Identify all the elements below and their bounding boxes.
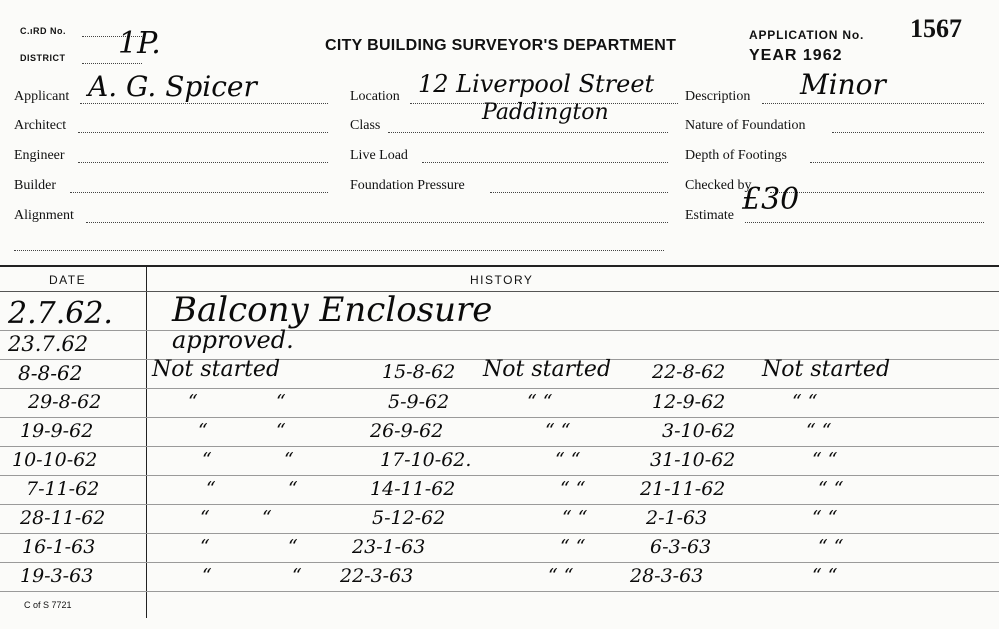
- ditto-mark: “: [202, 565, 212, 587]
- ditto-mark: “: [292, 565, 302, 587]
- date-header: DATE: [49, 273, 87, 287]
- location-label: Location: [350, 89, 400, 104]
- ditto-mark: “ “: [548, 565, 574, 587]
- ruled-line: [0, 446, 999, 447]
- history-row-entry: Balcony Enclosure: [172, 290, 493, 330]
- history-row-entry: approved.: [172, 326, 294, 354]
- ditto-mark: “ “: [527, 391, 553, 413]
- ditto-mark: “ “: [792, 391, 818, 413]
- history-row-date-3: 21-11-62: [640, 478, 726, 500]
- history-row-date-2: 14-11-62: [370, 478, 456, 500]
- ruled-line: [0, 504, 999, 505]
- history-row-date: 23.7.62: [8, 332, 89, 356]
- checked-by-label: Checked by: [685, 178, 752, 193]
- district-value: 1P.: [118, 26, 161, 61]
- ditto-mark: “ “: [818, 536, 844, 558]
- ditto-mark: “: [276, 420, 286, 442]
- history-row-date: 2.7.62.: [8, 296, 113, 331]
- live-load-label: Live Load: [350, 148, 408, 163]
- year-label: YEAR 1962: [749, 47, 843, 64]
- ditto-mark: “ “: [818, 478, 844, 500]
- ditto-mark: “ “: [812, 449, 838, 471]
- estimate-line: [745, 222, 984, 223]
- ditto-mark: “ “: [562, 507, 588, 529]
- ruled-line: [0, 591, 999, 592]
- description-line: [762, 103, 984, 104]
- ditto-mark: “: [198, 420, 208, 442]
- history-row-entry: Not started: [152, 357, 281, 382]
- architect-line: [78, 132, 328, 133]
- history-row-date-3: 2-1-63: [646, 507, 708, 529]
- card-no-label: C.ıRD No.: [20, 26, 66, 36]
- history-row-entry-3: Not started: [762, 357, 891, 382]
- ruled-line: [0, 388, 999, 389]
- alignment-line: [86, 222, 668, 223]
- ditto-mark: “: [262, 507, 272, 529]
- depth-of-footings-label: Depth of Footings: [685, 148, 787, 163]
- blank-line: [14, 250, 664, 251]
- live-load-line: [422, 162, 668, 163]
- ditto-mark: “: [200, 507, 210, 529]
- builder-line: [70, 192, 328, 193]
- ditto-mark: “ “: [555, 449, 581, 471]
- table-top-rule: [0, 265, 999, 267]
- history-row-date-3: 12-9-62: [652, 391, 726, 413]
- class-label: Class: [350, 118, 381, 133]
- alignment-label: Alignment: [14, 208, 74, 223]
- history-row-date: 28-11-62: [20, 507, 106, 529]
- ditto-mark: “ “: [560, 536, 586, 558]
- history-row-date-3: 22-8-62: [652, 361, 726, 383]
- footer-code: C of S 7721: [24, 600, 72, 610]
- history-row-date-3: 28-3-63: [630, 565, 704, 587]
- ruled-line: [0, 475, 999, 476]
- applicant-label: Applicant: [14, 89, 70, 104]
- history-row-date-2: 26-9-62: [370, 420, 444, 442]
- history-row-date-3: 6-3-63: [650, 536, 712, 558]
- nature-line: [832, 132, 984, 133]
- engineer-label: Engineer: [14, 148, 65, 163]
- history-row-date-2: 23-1-63: [352, 536, 426, 558]
- application-label: APPLICATION No.: [749, 28, 865, 42]
- history-row-date-3: 31-10-62: [650, 449, 736, 471]
- estimate-label: Estimate: [685, 208, 734, 223]
- class-line: [388, 132, 668, 133]
- history-row-date-3: 3-10-62: [662, 420, 736, 442]
- history-row-entry-2: Not started: [483, 357, 612, 382]
- application-number: 1567: [910, 14, 962, 43]
- ditto-mark: “: [288, 536, 298, 558]
- date-column-divider: [146, 266, 147, 618]
- history-row-date: 19-3-63: [20, 565, 94, 587]
- estimate-value: £30: [742, 182, 800, 217]
- history-row-date-2: 15-8-62: [382, 361, 456, 383]
- history-row-date-2: 22-3-63: [340, 565, 414, 587]
- applicant-line: [80, 103, 328, 104]
- ditto-mark: “ “: [545, 420, 571, 442]
- class-value: Paddington: [482, 100, 609, 125]
- history-row-date: 7-11-62: [26, 478, 100, 500]
- engineer-line: [78, 162, 328, 163]
- builder-label: Builder: [14, 178, 56, 193]
- ditto-mark: “: [276, 391, 286, 413]
- location-value: 12 Liverpool Street: [418, 70, 655, 98]
- history-row-date-2: 5-12-62: [372, 507, 446, 529]
- history-row-date: 16-1-63: [22, 536, 96, 558]
- ditto-mark: “ “: [806, 420, 832, 442]
- ditto-mark: “: [284, 449, 294, 471]
- ditto-mark: “: [188, 391, 198, 413]
- depth-line: [810, 162, 984, 163]
- applicant-value: A. G. Spicer: [88, 70, 257, 103]
- checked-line: [770, 192, 984, 193]
- ditto-mark: “: [206, 478, 216, 500]
- department-title: CITY BUILDING SURVEYOR'S DEPARTMENT: [325, 37, 677, 54]
- ruled-line: [0, 330, 999, 331]
- ruled-line: [0, 562, 999, 563]
- description-value: Minor: [800, 68, 886, 101]
- foundation-pressure-label: Foundation Pressure: [350, 178, 465, 193]
- header-rule: [0, 291, 999, 292]
- history-row-date: 8-8-62: [18, 361, 83, 385]
- district-label: DISTRICT: [20, 53, 66, 63]
- history-row-date-2: 5-9-62: [388, 391, 450, 413]
- architect-label: Architect: [14, 118, 67, 133]
- history-row-date: 10-10-62: [12, 449, 98, 471]
- nature-of-foundation-label: Nature of Foundation: [685, 118, 806, 133]
- ditto-mark: “ “: [812, 507, 838, 529]
- ditto-mark: “ “: [812, 565, 838, 587]
- district-line: [82, 63, 142, 64]
- description-label: Description: [685, 89, 751, 104]
- history-header: HISTORY: [470, 273, 534, 287]
- foundation-pressure-line: [490, 192, 668, 193]
- ditto-mark: “: [200, 536, 210, 558]
- ditto-mark: “ “: [560, 478, 586, 500]
- history-row-date: 29-8-62: [28, 391, 102, 413]
- history-row-date: 19-9-62: [20, 420, 94, 442]
- ditto-mark: “: [288, 478, 298, 500]
- ditto-mark: “: [202, 449, 212, 471]
- ruled-line: [0, 417, 999, 418]
- history-row-date-2: 17-10-62.: [380, 449, 472, 471]
- ruled-line: [0, 533, 999, 534]
